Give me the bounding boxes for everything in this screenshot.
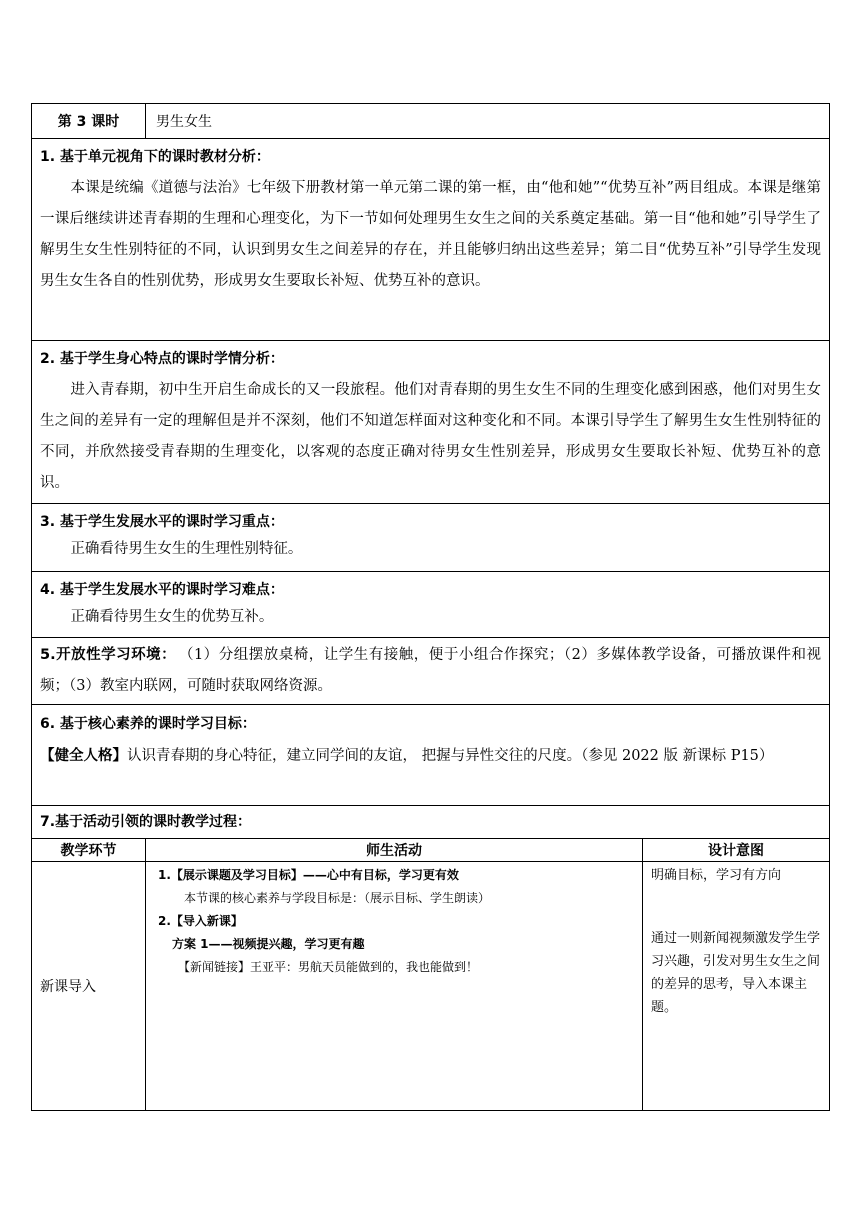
section-difficulties: [32, 572, 830, 638]
column-header: 师生活动: [146, 839, 643, 862]
section-key-points: [32, 504, 830, 572]
intent-cell: [643, 862, 830, 1111]
section-textbook-analysis: [32, 139, 830, 341]
section-heading: 6. 基于核心素养的课时学习目标：: [40, 716, 256, 732]
section-body: 本课是统编《道德与法治》七年级下册教材第一单元第二课的第一框，由“他和她”“优势互补”两目组成。本课是继第一课后继续讲述青春期的生理和心理变化，为下一节如何处理男生女生之间的关系奠定基础。第一目“他和她”引导学生了解男生女生性别特征的不同，认识到男女生之间差异的存在，并且能够归纳出这些差异；第二目“优势互补”引导学生发现男生女生各自的性别优势，形成男女生要取长补短、优势互补的意识。: [40, 180, 821, 289]
section-heading: 4. 基于学生发展水平的课时学习难点：: [40, 582, 284, 598]
section-heading: 2. 基于学生身心特点的课时学情分析：: [40, 351, 284, 367]
section-heading: 1. 基于单元视角下的课时教材分析：: [40, 149, 270, 165]
section-body: （1）分组摆放桌椅，让学生有接触，便于小组合作探究；（2）多媒体教学设备，可播放课件和视频；（3）教室内联网，可随时获取网络资源。: [40, 647, 821, 694]
section-environment: [32, 638, 830, 705]
section-heading: 7.基于活动引领的课时教学过程：: [40, 814, 252, 830]
goal-text: [32, 734, 829, 772]
process-row: [32, 862, 830, 1111]
environment-text: [32, 638, 829, 702]
column-header: 设计意图: [643, 839, 830, 862]
section-body: 正确看待男生女生的生理性别特征。: [70, 541, 303, 557]
intent-item: 明确目标，学习有方向: [651, 868, 782, 883]
lesson-header-row: [32, 104, 830, 139]
section-heading: 3. 基于学生发展水平的课时学习重点：: [40, 514, 284, 530]
intent-item: 通过一则新闻视频激发学生学习兴趣，引发对男生女生之间的差异的思考，导入本课主题。: [651, 931, 821, 1015]
lesson-title: 男生女生: [146, 104, 830, 139]
section-body: 正确看待男生女生的优势互补。: [70, 609, 274, 625]
process-header-row: [32, 839, 830, 862]
goal-body: 认识青春期的身心特征，建立同学间的友谊， 把握与异性交往的尺度。（参见 2022 版 新课标 P15）: [127, 748, 774, 764]
section-body: 进入青春期，初中生开启生命成长的又一段旅程。他们对青春期的男生女生不同的生理变化感到困惑，他们对男生女生之间的差异有一定的理解但是并不深刻，他们不知道怎样面对这种变化和不同。本课引导学生了解男生女生性别特征的不同，并欣然接受青春期的生理变化，以客观的态度正确对待男女生性别差异，形成男女生要取长补短、优势互补的意识。: [40, 382, 821, 491]
activity-item: 【新闻链接】王亚平：男航天员能做到的，我也能做到！: [178, 960, 479, 974]
lesson-plan-table: [31, 103, 830, 1111]
section-process-heading: [32, 806, 830, 839]
activity-item: 2.【导入新课】: [158, 914, 243, 928]
lesson-plan-page: [31, 103, 829, 1111]
section-student-analysis: [32, 341, 830, 504]
stage-name: 新课导入: [32, 862, 146, 1111]
section-goals: [32, 705, 830, 806]
activity-item: 方案 1——视频提兴趣，学习更有趣: [172, 937, 365, 951]
column-header: 教学环节: [32, 839, 146, 862]
activities-cell: [146, 862, 643, 1111]
goal-tag: 【健全人格】: [40, 747, 127, 764]
activity-item: 1.【展示课题及学习目标】——心中有目标，学习更有效: [158, 868, 459, 882]
section-heading: 5.开放性学习环境：: [40, 647, 177, 663]
activity-item: 本节课的核心素养与学段目标是：（展示目标、学生朗读）: [184, 891, 491, 905]
lesson-number: 第 3 课时: [32, 104, 146, 139]
